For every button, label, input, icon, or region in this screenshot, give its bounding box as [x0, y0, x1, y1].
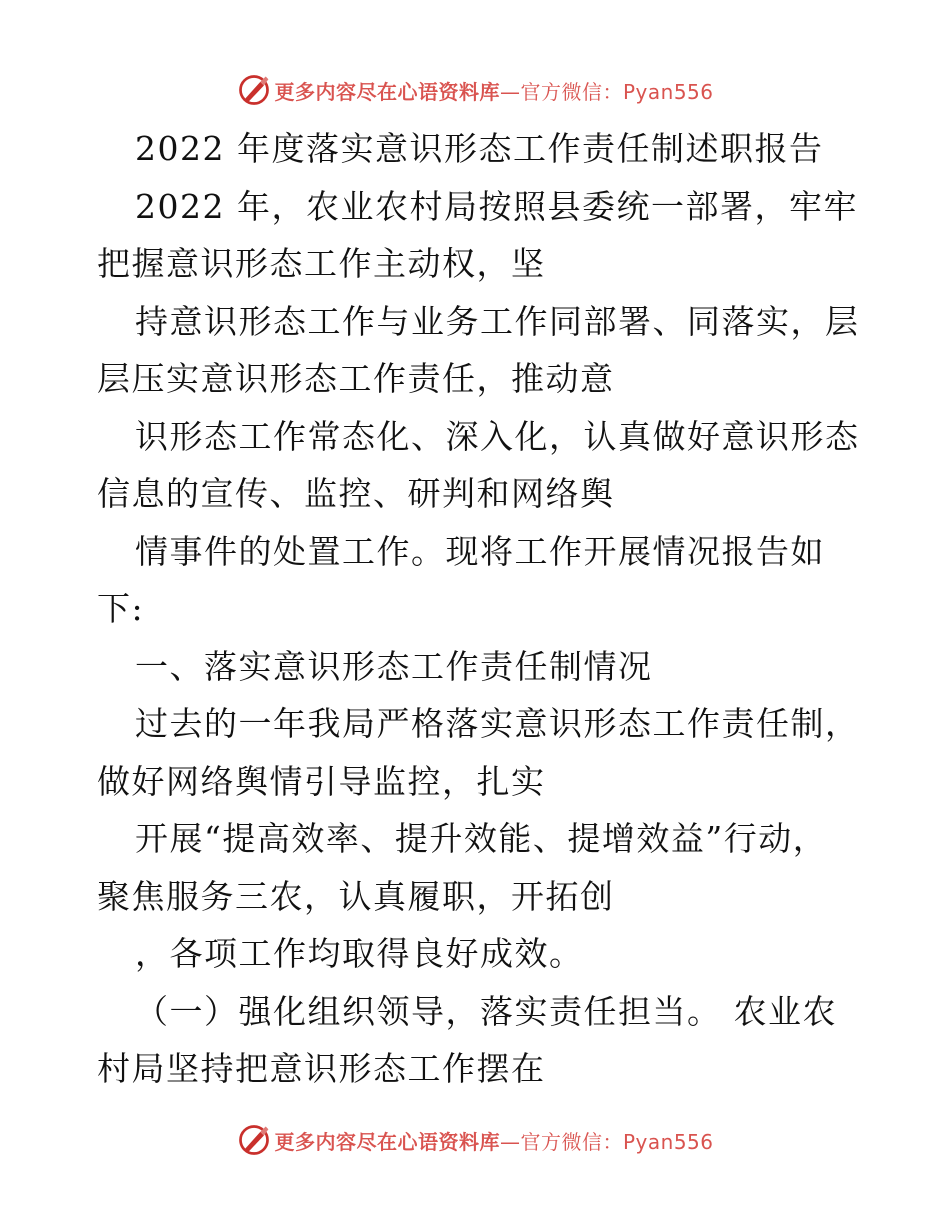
subsection-heading: （一）强化组织领导，落实责任担当。 农业农	[135, 991, 837, 1031]
paragraph-line: 聚焦服务三农，认真履职，开拓创	[97, 876, 615, 916]
header-banner-dash: —	[499, 79, 521, 104]
header-banner-text	[274, 76, 713, 105]
pen-logo-icon	[236, 1122, 272, 1158]
paragraph-line: 2022 年，农业农村局按照县委统一部署，牢牢	[135, 186, 858, 226]
footer-banner	[0, 1120, 950, 1160]
footer-banner-main: 更多内容尽在心语资料库	[274, 1129, 500, 1154]
paragraph-line: 持意识形态工作与业务工作同部署、同落实，层	[135, 301, 860, 341]
paragraph-line: 做好网络舆情引导监控，扎实	[97, 761, 546, 801]
document-title: 2022 年度落实意识形态工作责任制述职报告	[135, 129, 824, 168]
paragraph-line: 信息的宣传、监控、研判和网络舆	[97, 474, 615, 513]
section-heading: 一、落实意识形态工作责任制情况	[135, 646, 653, 686]
footer-banner-sub: 官方微信：	[520, 1129, 623, 1154]
footer-banner-dash: —	[499, 1129, 521, 1154]
paragraph-line: 识形态工作常态化、深入化，认真做好意识形态	[135, 416, 860, 456]
paragraph-line: 过去的一年我局严格落实意识形态工作责任制，	[135, 704, 860, 743]
paragraph-line: 把握意识形态工作主动权，坚	[97, 244, 546, 283]
header-banner-main: 更多内容尽在心语资料库	[274, 79, 500, 104]
paragraph-line: ，各项工作均取得良好成效。	[135, 934, 584, 973]
document-body	[97, 120, 860, 1098]
paragraph-line: 村局坚持把意识形态工作摆在	[97, 1049, 546, 1088]
pen-logo-icon	[236, 72, 272, 108]
header-banner-sub: 官方微信：	[520, 79, 623, 104]
footer-banner-text	[274, 1126, 713, 1155]
header-banner	[0, 70, 950, 110]
paragraph-line: 层压实意识形态工作责任，推动意	[97, 359, 615, 398]
paragraph-line: 情事件的处置工作。现将工作开展情况报告如	[135, 531, 825, 571]
paragraph-line: 下:	[97, 589, 145, 628]
paragraph-line: 开展“提高效率、提升效能、提增效益”行动，	[135, 819, 828, 858]
footer-banner-id: Pyan556	[622, 1129, 714, 1154]
header-banner-id: Pyan556	[622, 79, 714, 104]
